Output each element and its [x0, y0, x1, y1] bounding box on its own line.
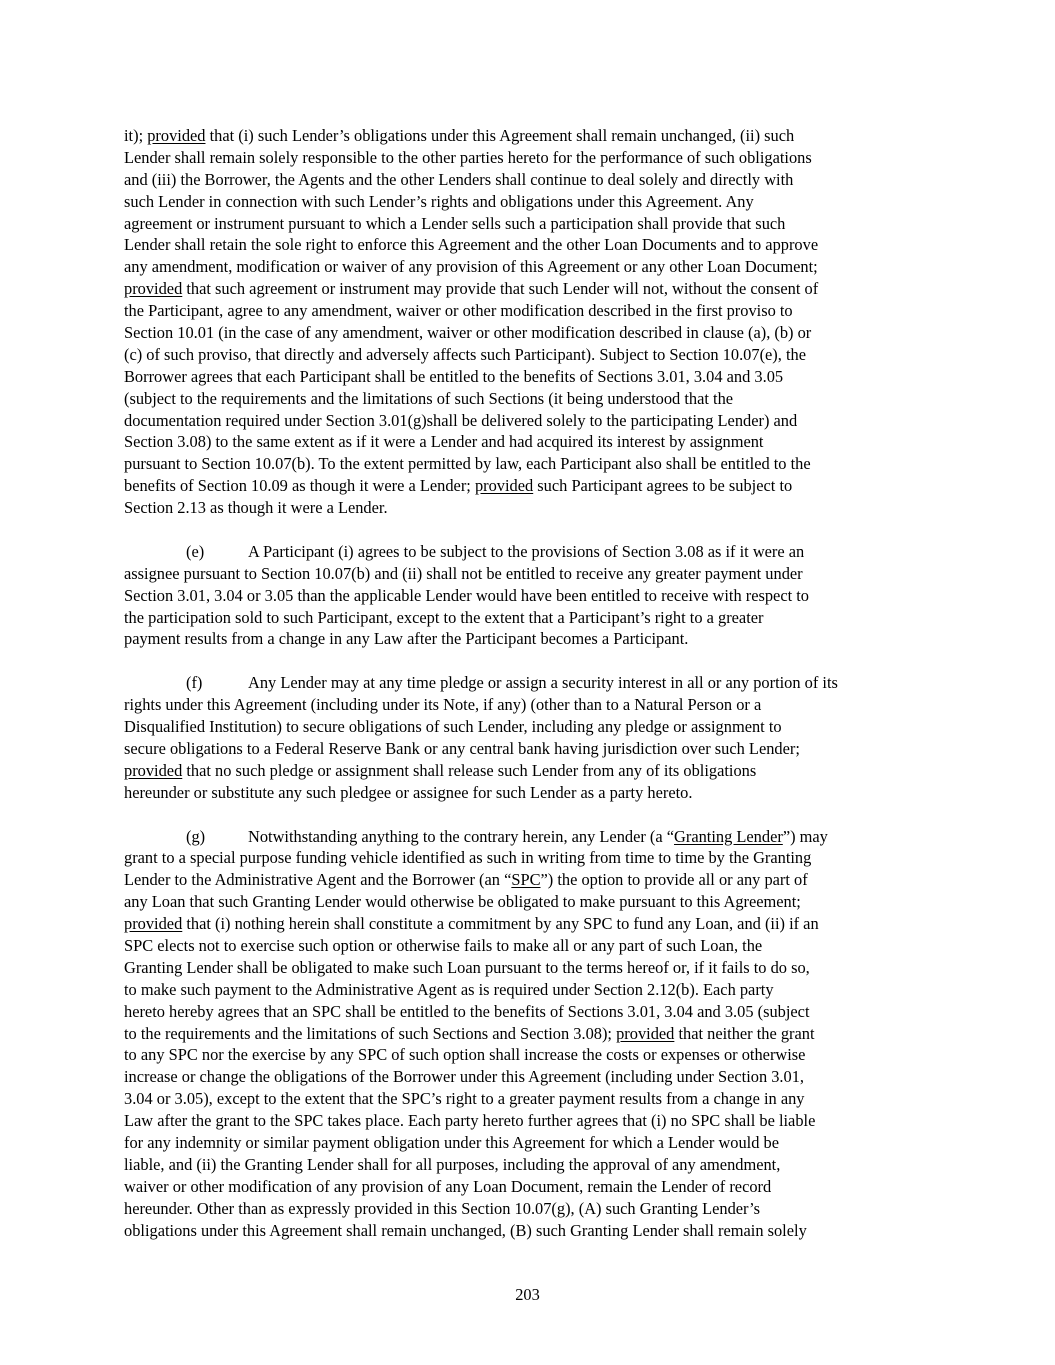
text-run: agreement or instrument pursuant to which a Lender sells such a participation shall provide that such — [124, 213, 786, 233]
text-run: SPC elects not to exercise such option or otherwise fails to make all or any part of such Loan, the — [124, 935, 763, 955]
text-line — [124, 869, 936, 891]
text-run: Any Lender may at any time pledge or assign a security interest in all or any portion of its — [248, 673, 838, 693]
text-run: that (i) such Lender’s obligations under this Agreement shall remain unchanged, (ii) such — [205, 126, 795, 145]
defined-term: Granting Lender — [674, 826, 783, 846]
text-line — [124, 628, 936, 650]
defined-term: provided — [474, 476, 534, 496]
text-line — [124, 738, 936, 760]
text-line — [124, 213, 936, 235]
paragraph-clause-g — [124, 826, 936, 1242]
text-line — [124, 147, 936, 169]
text-line — [124, 1176, 936, 1198]
text-line — [124, 169, 936, 191]
text-run: any Loan that such Granting Lender would otherwise be obligated to make pursuant to this Agreement; — [124, 892, 801, 912]
clause-label: (g) — [186, 826, 206, 846]
document-body — [124, 125, 936, 1241]
paragraph-gap — [124, 519, 936, 541]
text-run: (subject to the requirements and the limitations of such Sections (it being understood that the — [124, 388, 734, 408]
text-run: that (i) nothing herein shall constitute a commitment by any SPC to fund any Loan, and (ii) if an — [182, 914, 819, 934]
text-line — [124, 913, 936, 935]
text-line — [124, 935, 936, 957]
text-line — [124, 278, 936, 300]
text-run: and (iii) the Borrower, the Agents and the other Lenders shall continue to deal solely and directly with — [124, 169, 794, 189]
text-line — [124, 322, 936, 344]
text-run: to any SPC nor the exercise by any SPC of such option shall increase the costs or expenses or otherwise — [124, 1045, 806, 1065]
defined-term: provided — [616, 1023, 675, 1043]
defined-term: provided — [124, 279, 183, 299]
text-run: hereto hereby agrees that an SPC shall be entitled to the benefits of Sections 3.01, 3.04 and 3.05 (subject — [124, 1001, 810, 1021]
text-run: liable, and (ii) the Granting Lender shall for all purposes, including the approval of any amendment, — [124, 1154, 781, 1174]
text-run: Section 3.01, 3.04 or 3.05 than the applicable Lender would have been entitled to receive with respect to — [124, 585, 809, 605]
text-run: documentation required under Section 3.01(g)shall be delivered solely to the participating Lender) and — [124, 410, 798, 430]
text-run: it); — [124, 126, 148, 145]
text-line — [124, 1044, 936, 1066]
text-line — [124, 891, 936, 913]
text-run: to the requirements and the limitations of such Sections and Section 3.08); — [124, 1023, 617, 1043]
text-line — [124, 957, 936, 979]
text-line — [124, 1023, 936, 1045]
text-run: Law after the grant to the SPC takes place. Each party hereto further agrees that (i) no SPC shall be liable — [124, 1111, 816, 1131]
defined-term: SPC — [511, 870, 541, 890]
text-run: the participation sold to such Participant, except to the extent that a Participant’s right to a greater — [124, 607, 764, 627]
text-run: grant to a special purpose funding vehicle identified as such in writing from time to time by the Granting — [124, 848, 812, 868]
text-run: such Lender in connection with such Lender’s rights and obligations under this Agreement. Any — [124, 191, 754, 211]
text-line — [124, 694, 936, 716]
text-run: any amendment, modification or waiver of any provision of this Agreement or any other Loan Document; — [124, 257, 818, 277]
text-run: benefits of Section 10.09 as though it were a Lender; — [124, 476, 475, 496]
text-line — [124, 1088, 936, 1110]
text-line — [124, 191, 936, 213]
text-run: (c) of such proviso, that directly and adversely affects such Participant). Subject to Section 10.07(e), the — [124, 344, 806, 364]
page-number: 203 — [515, 1285, 540, 1304]
text-line — [124, 1154, 936, 1176]
text-line — [124, 475, 936, 497]
text-run: waiver or other modification of any provision of any Loan Document, remain the Lender of record — [124, 1176, 772, 1196]
text-line — [124, 1132, 936, 1154]
text-line — [124, 563, 936, 585]
text-run: payment results from a change in any Law after the Participant becomes a Participant. — [124, 629, 689, 649]
text-run: Notwithstanding anything to the contrary herein, any Lender (a “ — [248, 826, 675, 846]
text-line — [124, 782, 936, 804]
text-run: ”) may — [782, 826, 828, 846]
text-run: for any indemnity or similar payment obligation under this Agreement for which a Lender would be — [124, 1132, 780, 1152]
text-line — [124, 125, 936, 147]
clause-label: (f) — [186, 673, 203, 693]
text-line — [124, 826, 936, 848]
text-run: Lender shall retain the sole right to enforce this Agreement and the other Loan Documents and to approve — [124, 235, 819, 255]
text-line — [124, 847, 936, 869]
text-run: assignee pursuant to Section 10.07(b) and (ii) shall not be entitled to receive any greater payment under — [124, 563, 803, 583]
text-run: Lender shall remain solely responsible to the other parties hereto for the performance of such obligations — [124, 147, 812, 167]
paragraph-gap — [124, 804, 936, 826]
text-run: obligations under this Agreement shall remain unchanged, (B) such Granting Lender shall remain solely — [124, 1220, 807, 1240]
text-line — [124, 541, 936, 563]
text-line — [124, 979, 936, 1001]
clause-label: (e) — [186, 541, 205, 561]
paragraph-d-continuation — [124, 125, 936, 519]
text-line — [124, 497, 936, 519]
text-run: that such agreement or instrument may provide that such Lender will not, without the consent of — [182, 279, 819, 299]
text-run: Lender to the Administrative Agent and the Borrower (an “ — [124, 870, 512, 890]
text-run: secure obligations to a Federal Reserve Bank or any central bank having jurisdiction over such Lender; — [124, 738, 800, 758]
text-run: Section 10.01 (in the case of any amendment, waiver or other modification described in clause (a), (b) or — [124, 323, 812, 343]
text-run: the Participant, agree to any amendment, waiver or other modification described in the first proviso to — [124, 301, 793, 321]
text-run: increase or change the obligations of the Borrower under this Agreement (including under Section 3.01, — [124, 1067, 805, 1087]
text-run: ”) the option to provide all or any part of — [540, 870, 808, 890]
text-run: pursuant to Section 10.07(b). To the extent permitted by law, each Participant also shall be entitled to the — [124, 454, 811, 474]
defined-term: provided — [124, 914, 183, 934]
defined-term: provided — [124, 760, 183, 780]
text-line — [124, 1110, 936, 1132]
text-line — [124, 760, 936, 782]
text-line — [124, 388, 936, 410]
text-run: Section 3.08) to the same extent as if it were a Lender and had acquired its interest by assignment — [124, 432, 764, 452]
text-run: such Participant agrees to be subject to — [533, 476, 793, 496]
text-line — [124, 1220, 936, 1242]
text-run: Disqualified Institution) to secure obligations of such Lender, including any pledge or assignment to — [124, 717, 782, 737]
text-line — [124, 585, 936, 607]
text-run: hereunder. Other than as expressly provided in this Section 10.07(g), (A) such Granting Lender’s — [124, 1198, 761, 1218]
defined-term: provided — [147, 126, 206, 145]
text-line — [124, 607, 936, 629]
text-line — [124, 344, 936, 366]
text-line — [124, 716, 936, 738]
paragraph-clause-e — [124, 541, 936, 650]
paragraph-gap — [124, 650, 936, 672]
paragraph-clause-f — [124, 672, 936, 803]
text-line — [124, 1001, 936, 1023]
text-line — [124, 366, 936, 388]
text-line — [124, 672, 936, 694]
text-run: rights under this Agreement (including under its Note, if any) (other than to a Natural Person or a — [124, 695, 762, 715]
text-run: 3.04 or 3.05), except to the extent that the SPC’s right to a greater payment results from a change in any — [124, 1089, 805, 1109]
text-run: hereunder or substitute any such pledgee or assignee for such Lender as a party hereto. — [124, 782, 693, 802]
text-line — [124, 256, 936, 278]
text-run: Borrower agrees that each Participant shall be entitled to the benefits of Sections 3.01, 3.04 and 3.05 — [124, 366, 784, 386]
text-run: Section 2.13 as though it were a Lender. — [124, 498, 388, 518]
text-line — [124, 1198, 936, 1220]
text-run: that no such pledge or assignment shall release such Lender from any of its obligations — [182, 760, 757, 780]
text-line — [124, 410, 936, 432]
text-line — [124, 453, 936, 475]
text-run: that neither the grant — [674, 1023, 815, 1043]
text-run: Granting Lender shall be obligated to make such Loan pursuant to the terms hereof or, if it fails to do so, — [124, 957, 810, 977]
text-line — [124, 1066, 936, 1088]
text-line — [124, 300, 936, 322]
text-line — [124, 234, 936, 256]
text-run: A Participant (i) agrees to be subject to the provisions of Section 3.08 as if it were an — [248, 541, 805, 561]
text-run: to make such payment to the Administrative Agent as is required under Section 2.12(b). Each party — [124, 979, 774, 999]
text-line — [124, 431, 936, 453]
